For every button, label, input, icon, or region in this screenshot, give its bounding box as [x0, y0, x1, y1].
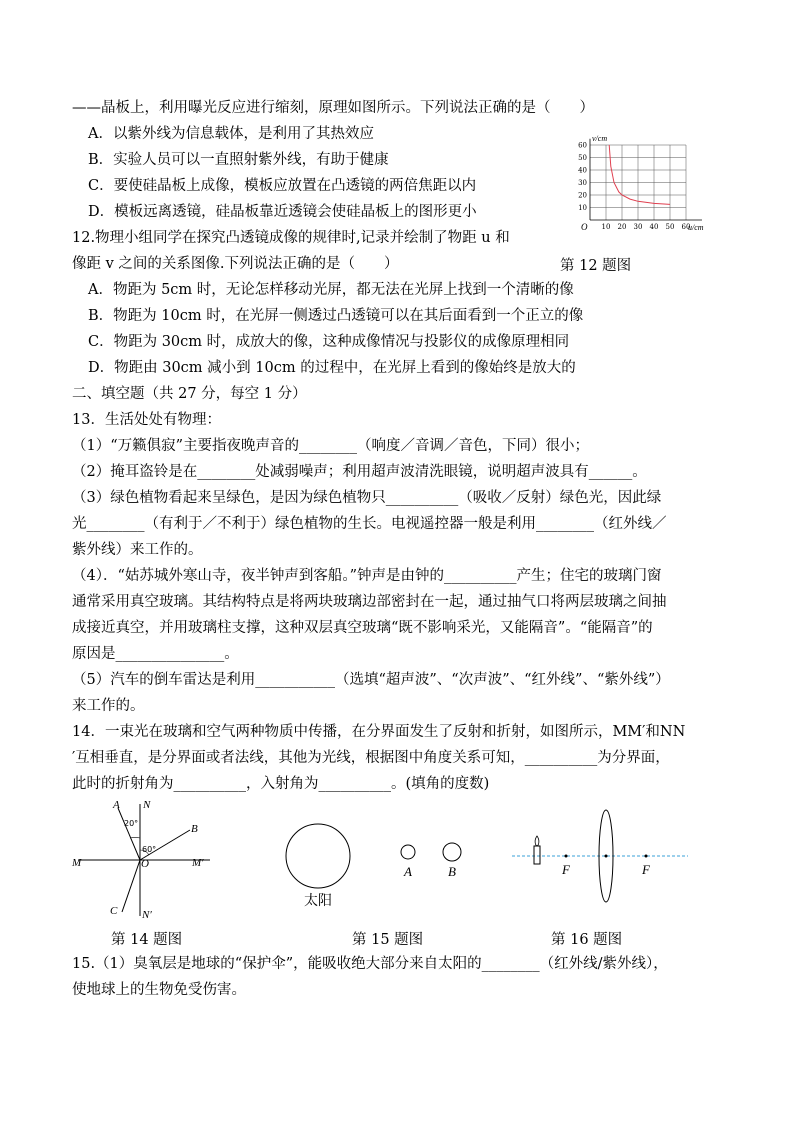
- fig14-ray-oc: [122, 860, 140, 912]
- q12-option-d: D．物距由 30cm 减小到 10cm 的过程中，在光屏上看到的像始终是放大的: [88, 360, 576, 376]
- chart-x-tick-label: 60: [681, 223, 691, 231]
- q14-line2: ′互相垂直，是分界面或者法线，其他为光线，根据图中角度关系可知，__________为分界面，: [72, 750, 670, 766]
- fig14-diagram: [70, 798, 220, 923]
- q15-line1: 15.（1）臭氧层是地球的“保护伞”，能吸收绝大部分来自太阳的________（红外线/紫外线），: [72, 956, 668, 972]
- q12-stem-line1: 12.物理小组同学在探究凸透镜成像的规律时,记录并绘制了物距 u 和: [72, 230, 510, 246]
- chart-axes: [590, 139, 702, 220]
- fig14-label-a: A: [113, 799, 120, 811]
- chart-ylabel: v/cm: [592, 133, 608, 143]
- fig15-diagram: [280, 812, 480, 912]
- q13-part3-line3: 紫外线）来工作的。: [72, 542, 203, 558]
- fig16-flame: [535, 836, 539, 846]
- q11-option-a: A．以紫外线为信息载体，是利用了其热效应: [88, 126, 374, 142]
- fig14-caption: 第 14 题图: [111, 932, 183, 948]
- fig16-f-right: F: [642, 862, 650, 877]
- q12-figure-caption: 第 12 题图: [560, 258, 632, 274]
- q13-part4-line1: （4）．“姑苏城外寒山寺，夜半钟声到客船。”钟声是由钟的__________产生；住宅的玻璃门窗: [72, 568, 662, 584]
- chart-series-curve: [609, 145, 670, 204]
- fig15-sun-label: 太阳: [304, 893, 332, 909]
- fig14-label-n2: N′: [142, 909, 152, 921]
- fig15-sun: [286, 824, 350, 888]
- q13-part5-line1: （5）汽车的倒车雷达是利用___________（选填“超声波”、“次声波”、“红外线”、“紫外线”）: [72, 672, 670, 688]
- chart-y-tick-label: 10: [578, 204, 587, 212]
- fig14-angle-20: 20°: [124, 819, 139, 828]
- q13-part4-line4: 原因是_______________。: [72, 646, 239, 662]
- q13-title: 13．生活处处有物理：: [72, 412, 221, 428]
- fig14-label-m: M: [72, 857, 82, 869]
- q13-part4-line3: 成接近真空，并用玻璃柱支撑，这种双层真空玻璃“既不影响采光，又能隔音”。“能隔音”的: [72, 620, 653, 636]
- chart-grid: [590, 145, 686, 220]
- chart-xlabel: u/cm: [688, 223, 704, 232]
- chart-x-tick-label: 10: [601, 223, 611, 231]
- q13-part1: （1）“万籁俱寂”主要指夜晚声音的________（响度／音调／音色，下同）很小；: [72, 438, 590, 454]
- chart-x-tick-label: 40: [649, 223, 659, 231]
- fig16-candle: [534, 846, 540, 864]
- fig16-lens-center: [605, 855, 608, 858]
- chart-x-tick-label: 50: [665, 223, 675, 231]
- q13-part2: （2）掩耳盗铃是在________处减弱噪声；利用超声波清洗眼镜，说明超声波具有______。: [72, 464, 647, 480]
- fig15-circle-b: [443, 843, 461, 861]
- q12-option-c: C．物距为 30cm 时，成放大的像，这种成像情况与投影仪的成像原理相同: [88, 334, 570, 350]
- q13-part3-line1: （3）绿色植物看起来呈绿色，是因为绿色植物只__________（吸收／反射）绿色光，因此绿: [72, 490, 662, 506]
- fig15-caption: 第 15 题图: [352, 932, 424, 948]
- q14-line1: 14．一束光在玻璃和空气两种物质中传播，在分界面发生了反射和折射，如图所示，MM′和NN: [72, 724, 686, 740]
- fig14-label-c: C: [110, 905, 118, 917]
- chart-y-tick-label: 40: [578, 166, 587, 175]
- q13-part5-line2: 来工作的。: [72, 698, 145, 714]
- q13-part3-line2: 光________（有利于／不利于）绿色植物的生长。电视遥控器一般是利用________（红外线／: [72, 516, 667, 532]
- chart-y-tick-label: 30: [578, 179, 587, 187]
- fig14-angle-60: 60°: [142, 845, 157, 854]
- chart-y-tick-label: 50: [578, 154, 587, 162]
- fig14-label-m2: M′: [192, 857, 204, 869]
- section2-heading: 二、填空题（共 27 分，每空 1 分）: [72, 386, 307, 402]
- chart-ticks: [578, 142, 690, 232]
- fig15-circle-a: [401, 845, 415, 859]
- q13-part4-line2: 通常采用真空玻璃。其结构特点是将两块玻璃边部密封在一起，通过抽气口将两层玻璃之间抽: [72, 594, 667, 610]
- fig15-label-a: A: [404, 864, 412, 879]
- fig16-focus-left: [565, 855, 568, 858]
- chart-y-tick-label: 20: [578, 191, 587, 200]
- q11-option-c: C．要使硅晶板上成像，模板应放置在凸透镜的两倍焦距以内: [88, 178, 477, 194]
- q11-option-d: D．模板远离透镜，硅晶板靠近透镜会使硅晶板上的图形更小: [88, 204, 477, 220]
- q11-option-b: B．实验人员可以一直照射紫外线，有助于健康: [88, 152, 389, 168]
- chart-x-tick-label: 20: [617, 223, 627, 231]
- fig14-label-b: B: [191, 823, 198, 835]
- fig14-ray-ao: [118, 808, 140, 860]
- chart-origin-label: O: [581, 222, 588, 232]
- q15-line2: 使地球上的生物免受伤害。: [72, 982, 246, 998]
- uv-chart: [568, 132, 704, 242]
- fig16-caption: 第 16 题图: [551, 932, 623, 948]
- q11-stem-tail: ——晶板上，利用曝光反应进行缩刻，原理如图所示。下列说法正确的是（ ）: [72, 100, 594, 116]
- fig14-label-n: N: [143, 799, 151, 811]
- chart-x-tick-label: 30: [633, 223, 643, 231]
- q12-option-b: B．物距为 10cm 时，在光屏一侧透过凸透镜可以在其后面看到一个正立的像: [88, 308, 584, 324]
- q12-option-a: A．物距为 5cm 时，无论怎样移动光屏，都无法在光屏上找到一个清晰的像: [88, 282, 574, 298]
- fig16-focus-right: [645, 855, 648, 858]
- q12-stem-line2: 像距 v 之间的关系图像.下列说法正确的是（ ）: [72, 256, 399, 272]
- q14-line3: 此时的折射角为__________，入射角为__________。(填角的度数): [72, 776, 490, 792]
- fig15-label-b: B: [448, 864, 456, 879]
- fig16-diagram: [510, 806, 690, 906]
- chart-y-tick-label: 60: [578, 141, 587, 150]
- fig14-label-o: O: [141, 858, 149, 870]
- fig16-f-left: F: [562, 862, 570, 877]
